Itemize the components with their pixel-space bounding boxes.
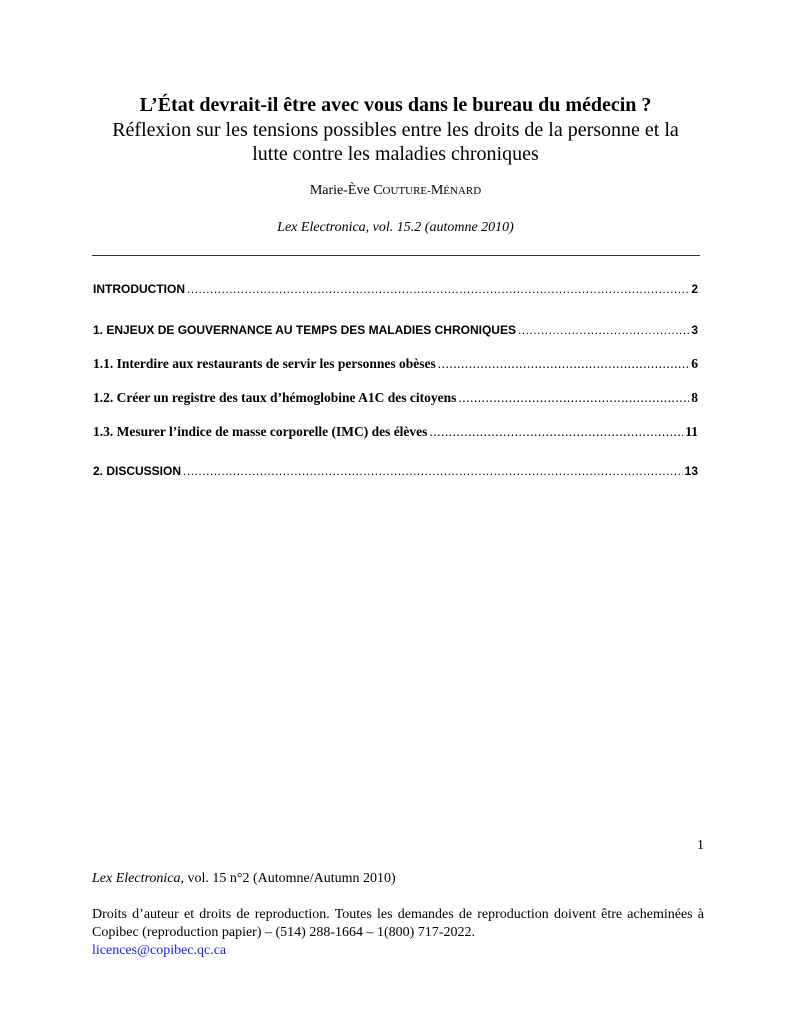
footer-citation xyxy=(92,870,704,888)
toc-entry-label: 1.3. Mesurer l’indice de masse corporelle (IMC) des élèves xyxy=(93,424,428,439)
toc-entry-section-2[interactable] xyxy=(93,462,698,480)
toc-entry-page: 13 xyxy=(684,464,698,478)
toc-entry-introduction[interactable] xyxy=(93,280,698,298)
toc-entry-label: 1. ENJEUX DE GOUVERNANCE AU TEMPS DES MALADIES CHRONIQUES xyxy=(93,323,516,337)
toc-entry-section-1-3[interactable] xyxy=(93,423,698,441)
contact-email-link[interactable]: licences@copibec.qc.ca xyxy=(92,943,227,958)
subtitle-line-1: Réflexion sur les tensions possibles entre les droits de la personne et la xyxy=(112,119,679,141)
toc-entry-section-1[interactable] xyxy=(93,321,698,339)
toc-entry-label: 1.1. Interdire aux restaurants de servir les personnes obèses xyxy=(93,356,436,371)
toc-entry-label: INTRODUCTION xyxy=(93,282,185,296)
toc-entry-page: 8 xyxy=(691,390,698,405)
author-last-part-1: OUTURE- xyxy=(382,185,431,197)
document-title: L’État devrait-il être avec vous dans le bureau du médecin ? xyxy=(139,94,652,116)
author-name xyxy=(80,182,711,200)
toc-leader-dots xyxy=(518,321,689,339)
journal-reference: Lex Electronica, vol. 15.2 (automne 2010) xyxy=(277,220,514,235)
toc-leader-dots xyxy=(187,280,689,298)
toc-leader-dots xyxy=(438,355,690,373)
toc-entry-label: 1.2. Créer un registre des taux d’hémoglobine A1C des citoyens xyxy=(93,390,457,405)
subtitle-line-2: lutte contre les maladies chroniques xyxy=(252,143,539,165)
toc-leader-dots xyxy=(429,423,683,441)
toc-entry-page: 3 xyxy=(691,323,698,337)
toc-entry-page: 11 xyxy=(685,424,698,439)
document-subtitle xyxy=(80,118,711,166)
toc-entry-section-1-2[interactable] xyxy=(93,389,698,407)
footer-volume-info: , vol. 15 n°2 (Automne/Autumn 2010) xyxy=(180,871,396,886)
toc-entry-page: 2 xyxy=(691,282,698,296)
footer-journal-name: Lex Electronica xyxy=(92,871,181,886)
author-first-name: Marie-Ève xyxy=(309,183,374,198)
author-last-initial-c: C xyxy=(373,183,383,198)
toc-entry-page: 6 xyxy=(691,356,698,371)
author-last-part-2: ÉNARD xyxy=(443,185,482,197)
horizontal-divider xyxy=(92,255,700,256)
page-number: 1 xyxy=(697,838,704,853)
toc-entry-label: 2. DISCUSSION xyxy=(93,464,182,478)
copyright-notice: Droits d’auteur et droits de reproduction. Toutes les demandes de reproduction doivent être acheminées à Copibec (reproduction papier) – (514) 288-1664 – 1(800) 717-2022. xyxy=(92,907,704,940)
toc-leader-dots xyxy=(458,389,689,407)
toc-leader-dots xyxy=(183,462,683,480)
author-last-initial-m: M xyxy=(430,183,444,198)
toc-entry-section-1-1[interactable] xyxy=(93,355,698,373)
